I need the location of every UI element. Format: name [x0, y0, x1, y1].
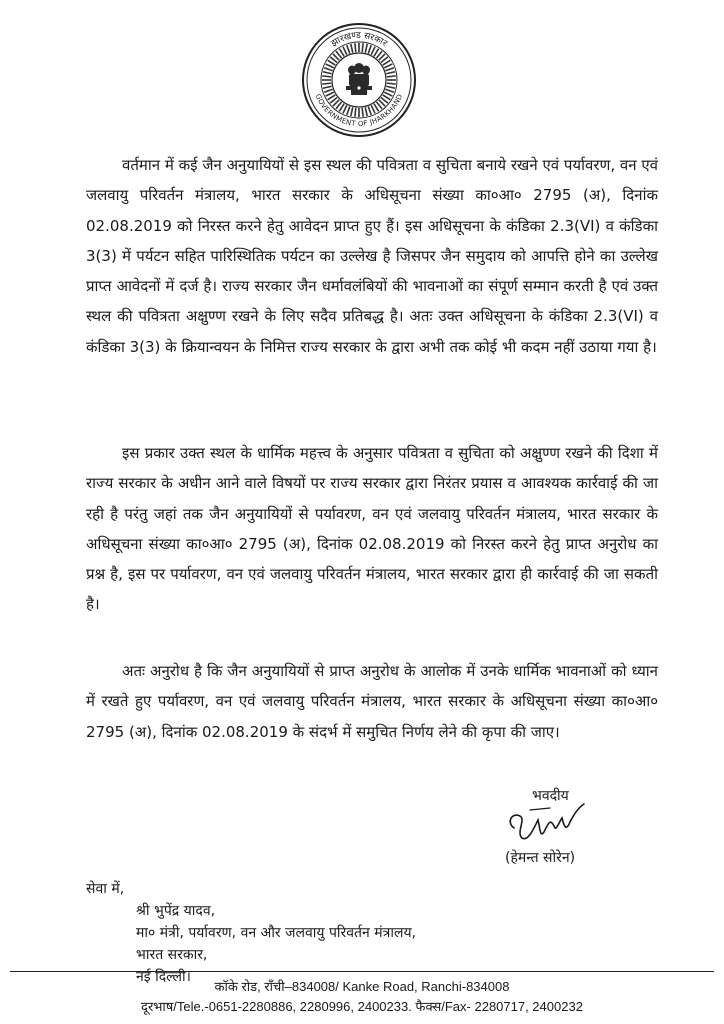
seal-ray [362, 108, 363, 117]
closing-text: भवदीय [532, 788, 569, 804]
seal-ray [323, 72, 332, 74]
seal-ray [351, 44, 353, 53]
seal-ray [343, 47, 347, 55]
seal-ray [385, 68, 393, 71]
footer-divider [10, 971, 714, 972]
seal-ray [355, 43, 356, 52]
seal-ray [386, 72, 395, 74]
seal-ray [322, 76, 331, 77]
government-seal [301, 22, 417, 138]
seal-top-text: झारखण्ड सरकार [329, 30, 389, 50]
paragraph-2: इस प्रकार उक्त स्थल के धार्मिक महत्त्व के अनुसार पवित्रता व सुचिता को अक्षुण्ण रखने की दिशा में राज्य सरकार के अधीन आने वाले विषयों पर राज्य सरकार द्वारा निरंतर प्रयास व आवश्यक कार्रवाई की जा रही है परंतु जहां तक जैन अनुयायियों से पर्यावरण, वन एवं जलवायु परिवर्तन मंत्रालय, भारत सरकार के अधिसूचना संख्या का०आ० 2795 (अ), दिनांक 02.08.2019 को निरस्त करने हेतु प्राप्त अनुरोध का प्रश्न है, इस पर पर्यावरण, वन एवं जलवायु परिवर्तन मंत्रालय, भारत सरकार द्वारा ही कार्रवाई की जा सकती है। [86, 444, 658, 614]
seal-ray [343, 105, 347, 113]
recipient-line: भारत सरकार, [136, 947, 208, 963]
footer-address: कॉके रोड, राँची–834008/ Kanke Road, Ranchi-834008 [214, 979, 510, 994]
seal-ray [355, 108, 356, 117]
seal-ray [322, 83, 331, 84]
seal-ray [362, 43, 363, 52]
seal-ray [368, 45, 371, 53]
footer-phone-fax: दूरभाष/Tele.-0651-2280886, 2280996, 2400233. फैक्स/Fax- 2280717, 2400232 [141, 999, 583, 1014]
seal-ray [387, 76, 396, 77]
recipient-line: नई दिल्ली। [136, 969, 191, 985]
seal-ray [326, 92, 334, 96]
seal-ray [384, 64, 392, 68]
seal-ray [324, 89, 332, 92]
seal-ray [385, 89, 393, 92]
paragraph-1: वर्तमान में कई जैन अनुयायियों से इस स्थल की पवित्रता व सुचिता बनाये रखने एवं पर्यावरण, वन एवं जलवायु परिवर्तन मंत्रालय, भारत सरकार के अधिसूचना संख्या का०आ० 2795 (अ), दिनांक 02.08.2019 को निरस्त करने हेतु आवेदन प्राप्त हुए हैं। इस अधिसूचना के कंडिका 2.3(VI) व कंडिका 3(3) में पर्यटन सहित पारिस्थितिक पर्यटन का उल्लेख है जिसपर जैन समुदाय को आपत्ति होने का उल्लेख प्राप्त आवेदनों में दर्ज है। राज्य सरकार जैन धर्मावलंबियों की भावनाओं का संपूर्ण सम्मान करती है एवं उक्त स्थल की पवित्रता अक्षुण्ण रखने के लिए सदैव प्रतिबद्ध है। अतः उक्त अधिसूचना के कंडिका 2.3(VI) व कंडिका 3(3) के क्रियान्वयन के निमित्त राज्य सरकार के द्वारा अभी तक कोई भी कदम नहीं उठाया गया है। [86, 156, 658, 356]
seal-ray [387, 83, 396, 84]
seal-ray [371, 105, 375, 113]
seal-ray [326, 64, 334, 68]
seal-ray [351, 107, 353, 116]
signature [500, 798, 590, 852]
seal-ray [324, 68, 332, 71]
seal-ray [368, 106, 371, 114]
seal-ray [323, 86, 332, 88]
seal-ray [386, 86, 395, 88]
paragraph-3: अतः अनुरोध है कि जैन अनुयायियों से प्राप्त अनुरोध के आलोक में उनके धार्मिक भावनाओं को ध्यान में रखते हुए पर्यावरण, वन एवं जलवायु परिवर्तन मंत्रालय, भारत सरकार के अधिसूचना संख्या का०आ० 2795 (अ), दिनांक 02.08.2019 के संदर्भ में समुचित निर्णय लेने की कृपा की जाए। [86, 662, 658, 741]
seal-bottom-text: GOVERNMENT OF JHARKHAND [313, 92, 405, 129]
seal-ray [347, 45, 350, 53]
seal-ray [365, 44, 367, 53]
recipient-line: श्री भुपेंद्र यादव, [136, 903, 216, 919]
signer-name: (हेमन्त सोरेन) [505, 850, 576, 866]
seal-ray [371, 47, 375, 55]
recipient-line: मा० मंत्री, पर्यावरण, वन और जलवायु परिवर्तन मंत्रालय, [136, 925, 417, 941]
seal-ray [347, 106, 350, 114]
seal-ray [384, 92, 392, 96]
seal-ray [365, 107, 367, 116]
recipient-salutation: सेवा में, [86, 881, 125, 897]
